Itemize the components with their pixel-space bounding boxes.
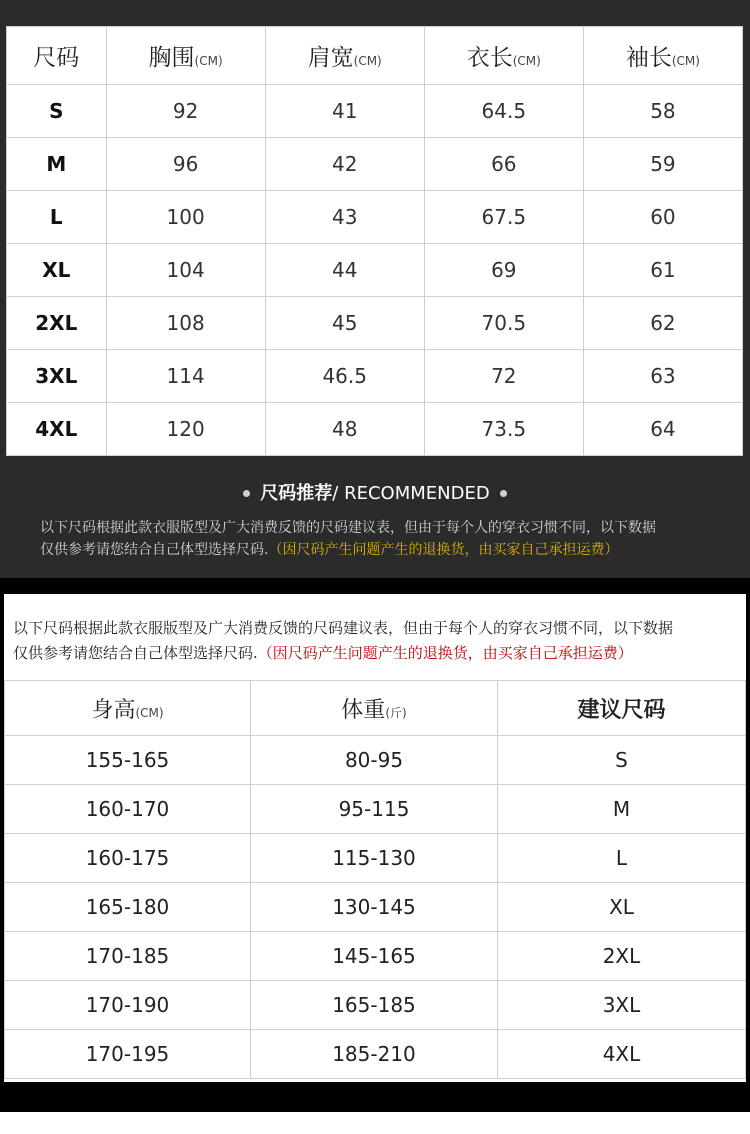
- chest-cell: 114: [106, 350, 265, 403]
- weight-cell: 115-130: [251, 834, 498, 883]
- size-cell: 4XL: [7, 403, 107, 456]
- table-row: [5, 932, 746, 981]
- table-row: [7, 244, 743, 297]
- header-chest: 胸围(CM): [106, 27, 265, 85]
- header-weight: 体重(斤): [251, 681, 498, 736]
- height-cell: 155-165: [5, 736, 251, 785]
- table-row: [7, 297, 743, 350]
- return-policy-warning: （因尺码产生问题产生的退换货，由买家自己承担运费）: [257, 644, 633, 662]
- table-row: [5, 736, 746, 785]
- size-cell: L: [7, 191, 107, 244]
- suggested-size-cell: S: [498, 736, 746, 785]
- header-suggested-size: 建议尺码: [498, 681, 746, 736]
- shoulder-cell: 46.5: [265, 350, 424, 403]
- recommend-heading-en: / RECOMMENDED: [332, 483, 490, 504]
- size-chart-header-row: [7, 27, 743, 85]
- weight-cell: 95-115: [251, 785, 498, 834]
- shoulder-cell: 42: [265, 138, 424, 191]
- recommend-panel: [4, 594, 746, 1082]
- weight-cell: 145-165: [251, 932, 498, 981]
- height-cell: 165-180: [5, 883, 251, 932]
- header-sleeve: 袖长(CM): [583, 27, 742, 85]
- table-row: [5, 785, 746, 834]
- recommend-table-note: [13, 616, 741, 666]
- length-cell: 72: [424, 350, 583, 403]
- header-length: 衣长(CM): [424, 27, 583, 85]
- table-row: [7, 138, 743, 191]
- shoulder-cell: 41: [265, 85, 424, 138]
- shoulder-cell: 48: [265, 403, 424, 456]
- height-cell: 170-195: [5, 1030, 251, 1079]
- length-cell: 73.5: [424, 403, 583, 456]
- suggested-size-cell: 4XL: [498, 1030, 746, 1079]
- header-size: 尺码: [7, 27, 107, 85]
- chest-cell: 120: [106, 403, 265, 456]
- table-row: [7, 350, 743, 403]
- length-cell: 67.5: [424, 191, 583, 244]
- shoulder-cell: 43: [265, 191, 424, 244]
- chest-cell: 108: [106, 297, 265, 350]
- sleeve-cell: 58: [583, 85, 742, 138]
- table-row: [7, 191, 743, 244]
- sleeve-cell: 61: [583, 244, 742, 297]
- length-cell: 70.5: [424, 297, 583, 350]
- chest-cell: 100: [106, 191, 265, 244]
- return-policy-warning: （因尺码产生问题产生的退换货，由买家自己承担运费）: [268, 542, 619, 558]
- weight-cell: 80-95: [251, 736, 498, 785]
- table-row: [5, 1030, 746, 1079]
- bullet-dot-icon: [500, 490, 507, 497]
- recommend-section: [0, 578, 750, 1112]
- recommend-header-row: [5, 681, 746, 736]
- header-shoulder: 肩宽(CM): [265, 27, 424, 85]
- height-cell: 160-170: [5, 785, 251, 834]
- page-bottom-strip: [0, 1112, 750, 1134]
- size-cell: M: [7, 138, 107, 191]
- recommend-note-line1: 以下尺码根据此款衣服版型及广大消费反馈的尺码建议表，但由于每个人的穿衣习惯不同，以下数据: [40, 520, 656, 536]
- suggested-size-cell: XL: [498, 883, 746, 932]
- shoulder-cell: 44: [265, 244, 424, 297]
- recommend-table-note-line2: 仅供参考请您结合自己体型选择尺码.（因尺码产生问题产生的退换货，由买家自己承担运费）: [13, 644, 633, 662]
- suggested-size-cell: L: [498, 834, 746, 883]
- sleeve-cell: 64: [583, 403, 742, 456]
- table-row: [7, 403, 743, 456]
- table-row: [5, 834, 746, 883]
- size-cell: XL: [7, 244, 107, 297]
- suggested-size-cell: M: [498, 785, 746, 834]
- length-cell: 64.5: [424, 85, 583, 138]
- table-row: [7, 85, 743, 138]
- chest-cell: 96: [106, 138, 265, 191]
- height-cell: 170-185: [5, 932, 251, 981]
- recommend-note: [40, 517, 720, 561]
- recommend-table: [4, 680, 746, 1079]
- size-cell: 2XL: [7, 297, 107, 350]
- chest-cell: 92: [106, 85, 265, 138]
- table-row: [5, 883, 746, 932]
- size-cell: S: [7, 85, 107, 138]
- recommend-heading-cn: 尺码推荐: [260, 483, 333, 504]
- chest-cell: 104: [106, 244, 265, 297]
- weight-cell: 165-185: [251, 981, 498, 1030]
- size-chart-table: [6, 26, 743, 456]
- sleeve-cell: 62: [583, 297, 742, 350]
- height-cell: 160-175: [5, 834, 251, 883]
- length-cell: 69: [424, 244, 583, 297]
- size-cell: 3XL: [7, 350, 107, 403]
- recommend-heading: [0, 479, 750, 505]
- length-cell: 66: [424, 138, 583, 191]
- recommend-note-line2: 仅供参考请您结合自己体型选择尺码.（因尺码产生问题产生的退换货，由买家自己承担运费）: [40, 542, 619, 558]
- header-height: 身高(CM): [5, 681, 251, 736]
- table-row: [5, 981, 746, 1030]
- suggested-size-cell: 2XL: [498, 932, 746, 981]
- recommend-table-note-line1: 以下尺码根据此款衣服版型及广大消费反馈的尺码建议表，但由于每个人的穿衣习惯不同，以下数据: [13, 619, 674, 637]
- weight-cell: 130-145: [251, 883, 498, 932]
- shoulder-cell: 45: [265, 297, 424, 350]
- suggested-size-cell: 3XL: [498, 981, 746, 1030]
- sleeve-cell: 60: [583, 191, 742, 244]
- weight-cell: 185-210: [251, 1030, 498, 1079]
- height-cell: 170-190: [5, 981, 251, 1030]
- sleeve-cell: 59: [583, 138, 742, 191]
- bullet-dot-icon: [243, 490, 250, 497]
- sleeve-cell: 63: [583, 350, 742, 403]
